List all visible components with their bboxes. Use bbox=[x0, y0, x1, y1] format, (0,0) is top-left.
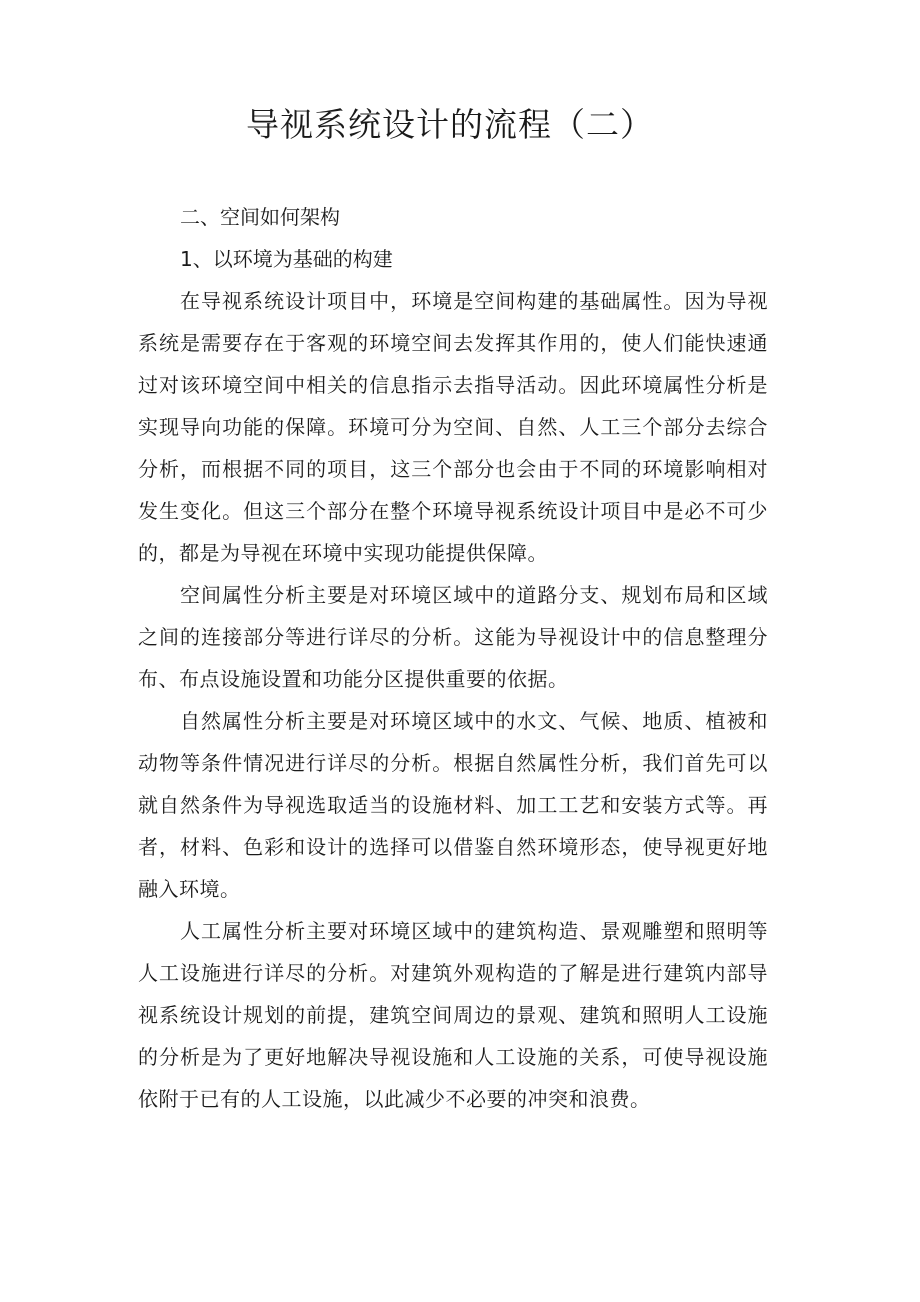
paragraph-natural-attribute: 自然属性分析主要是对环境区域中的水文、气候、地质、植被和动物等条件情况进行详尽的分析。根据自然属性分析，我们首先可以就自然条件为导视选取适当的设施材料、加工工艺和安装方式等。再者，材料、色彩和设计的选择可以借鉴自然环境形态，使导视更好地融入环境。 bbox=[138, 709, 768, 901]
subsection-heading: 1、以环境为基础的构建 bbox=[180, 247, 393, 271]
document-body bbox=[138, 196, 768, 1120]
paragraph-artificial-attribute: 人工属性分析主要对环境区域中的建筑构造、景观雕塑和照明等人工设施进行详尽的分析。对建筑外观构造的了解是进行建筑内部导视系统设计规划的前提，建筑空间周边的景观、建筑和照明人工设施的分析是为了更好地解决导视设施和人工设施的关系，可使导视设施依附于已有的人工设施，以此减少不必要的冲突和浪费。 bbox=[138, 919, 768, 1111]
document-title: 导视系统设计的流程（二） bbox=[246, 105, 654, 144]
section-heading: 二、空间如何架构 bbox=[180, 205, 340, 229]
paragraph-space-attribute: 空间属性分析主要是对环境区域中的道路分支、规划布局和区域之间的连接部分等进行详尽的分析。这能为导视设计中的信息整理分布、布点设施设置和功能分区提供重要的依据。 bbox=[138, 583, 768, 691]
paragraph-environment: 在导视系统设计项目中，环境是空间构建的基础属性。因为导视系统是需要存在于客观的环境空间去发挥其作用的，使人们能快速通过对该环境空间中相关的信息指示去指导活动。因此环境属性分析是实现导向功能的保障。环境可分为空间、自然、人工三个部分去综合分析，而根据不同的项目，这三个部分也会由于不同的环境影响相对发生变化。但这三个部分在整个环境导视系统设计项目中是必不可少的，都是为导视在环境中实现功能提供保障。 bbox=[138, 289, 768, 565]
